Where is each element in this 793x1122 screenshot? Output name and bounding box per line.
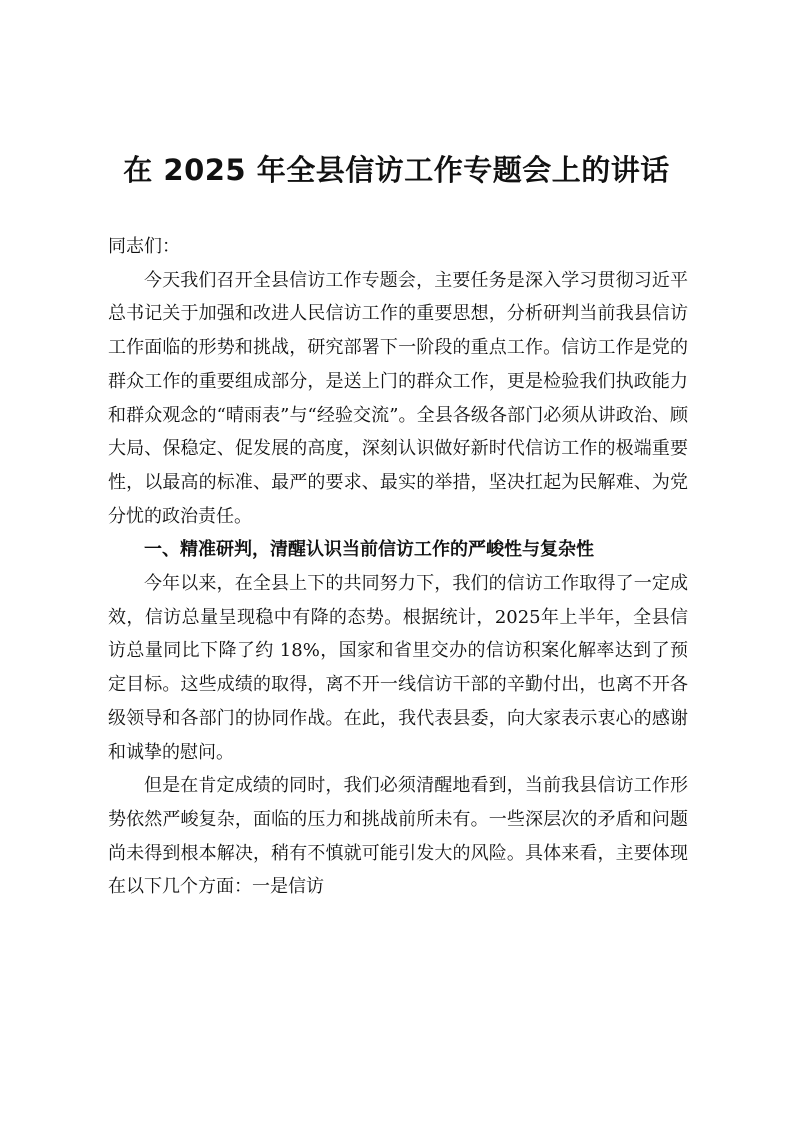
- section-heading: 一、精准研判，清醒认识当前信访工作的严峻性与复杂性: [144, 539, 594, 561]
- section-paragraph: 今年以来，在全县上下的共同努力下，我们的信访工作取得了一定成效，信访总量呈现稳中有降的态势。根据统计，2025年上半年，全县信访总量同比下降了约 18%，国家和省里交办的信访积案化解率达到了预定目标。这些成绩的取得，离不开一线信访干部的辛勤付出，也离不开各级领导和各部门的协同作战。在此，我代表县委，向大家表示衷心的感谢和诚挚的慰问。: [108, 573, 688, 763]
- document-title: 在 2025 年全县信访工作专题会上的讲话: [123, 153, 670, 187]
- section-paragraph: 但是在肯定成绩的同时，我们必须清醒地看到，当前我县信访工作形势依然严峻复杂，面临的压力和挑战前所未有。一些深层次的矛盾和问题尚未得到根本解决，稍有不慎就可能引发大的风险。具体来看，主要体现在以下几个方面：一是信访: [108, 775, 688, 898]
- salutation: 同志们：: [108, 236, 180, 257]
- intro-paragraph: 今天我们召开全县信访工作专题会，主要任务是深入学习贯彻习近平总书记关于加强和改进人民信访工作的重要思想，分析研判当前我县信访工作面临的形势和挑战，研究部署下一阶段的重点工作。信访工作是党的群众工作的重要组成部分，是送上门的群众工作，更是检验我们执政能力和群众观念的“晴雨表”与“经验交流”。全县各级各部门必须从讲政治、顾大局、保稳定、促发展的高度，深刻认识做好新时代信访工作的极端重要性，以最高的标准、最严的要求、最实的举措，坚决扛起为民解难、为党分忧的政治责任。: [108, 269, 688, 527]
- document-body: [108, 230, 688, 904]
